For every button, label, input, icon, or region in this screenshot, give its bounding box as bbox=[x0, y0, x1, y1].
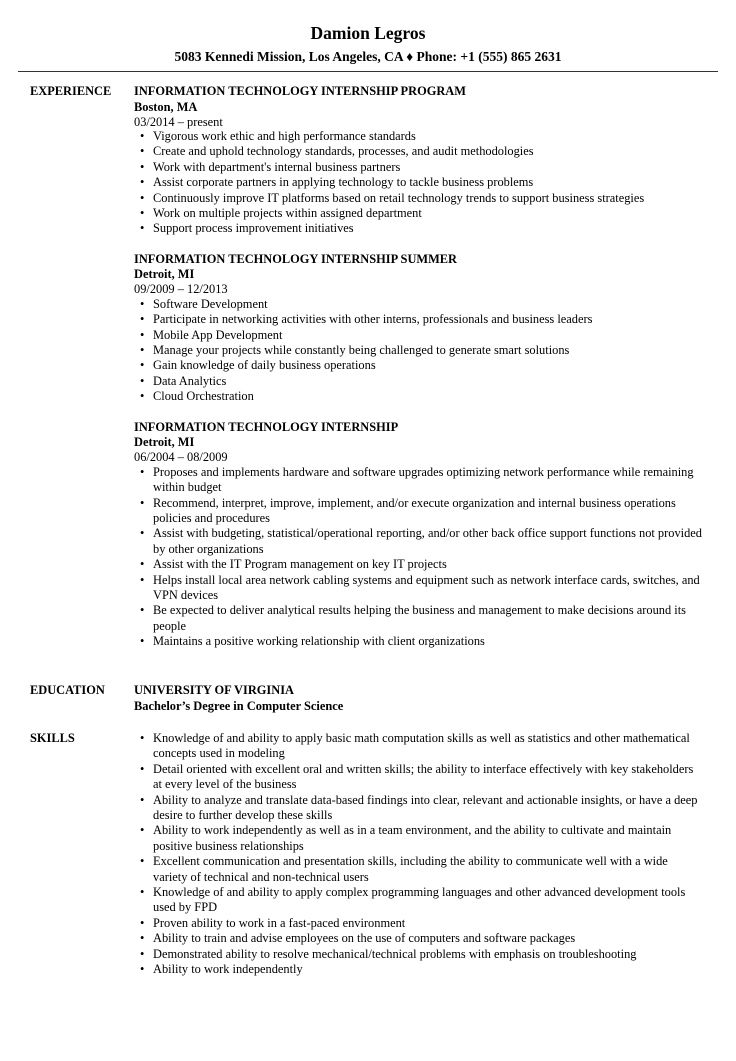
candidate-name: Damion Legros bbox=[310, 23, 426, 43]
job-dates: 03/2014 – present bbox=[134, 114, 223, 129]
experience-heading: EXPERIENCE bbox=[30, 84, 112, 98]
list-item: • Vigorous work ethic and high performance standards bbox=[134, 129, 704, 144]
job-entry bbox=[134, 252, 704, 405]
degree-name: Bachelor’s Degree in Computer Science bbox=[134, 698, 344, 713]
contact-line: 5083 Kennedi Mission, Los Angeles, CA ♦ Phone: +1 (555) 865 2631 bbox=[174, 49, 562, 64]
list-item: • Work with department's internal business partners bbox=[134, 160, 704, 175]
list-item: • Create and uphold technology standards, processes, and audit methodologies bbox=[134, 144, 704, 159]
skills-content bbox=[134, 731, 704, 978]
job-location: Boston, MA bbox=[134, 99, 198, 114]
job-bullets bbox=[134, 297, 704, 405]
job-entry bbox=[134, 84, 704, 237]
list-item: • Assist with the IT Program management on key IT projects bbox=[134, 557, 704, 572]
list-item: • Gain knowledge of daily business operations bbox=[134, 358, 704, 373]
list-item: • Excellent communication and presentation skills, including the ability to communicate well with a wide variety of technical and non-technical users bbox=[134, 854, 704, 885]
list-item: • Cloud Orchestration bbox=[134, 389, 704, 404]
list-item: • Ability to train and advise employees on the use of computers and software packages bbox=[134, 931, 704, 946]
list-item: • Mobile App Development bbox=[134, 328, 704, 343]
list-item: • Knowledge of and ability to apply basic math computation skills as well as statistics and other mathematical concepts used in modeling bbox=[134, 731, 704, 762]
job-title: INFORMATION TECHNOLOGY INTERNSHIP PROGRAM bbox=[134, 84, 466, 98]
education-heading: EDUCATION bbox=[30, 683, 105, 697]
skills-heading: SKILLS bbox=[30, 731, 75, 745]
list-item: • Software Development bbox=[134, 297, 704, 312]
list-item: • Detail oriented with excellent oral and written skills; the ability to interface effectively with key stakeholders at every level of the business bbox=[134, 762, 704, 793]
list-item: • Proposes and implements hardware and software upgrades optimizing network performance while remaining within budget bbox=[134, 465, 704, 496]
list-item: • Manage your projects while constantly being challenged to generate smart solutions bbox=[134, 343, 704, 358]
education-content bbox=[134, 683, 704, 714]
school-name: UNIVERSITY OF VIRGINIA bbox=[134, 683, 294, 697]
list-item: • Work on multiple projects within assigned department bbox=[134, 206, 704, 221]
list-item: • Continuously improve IT platforms based on retail technology trends to support business strategies bbox=[134, 191, 704, 206]
list-item: • Data Analytics bbox=[134, 374, 704, 389]
list-item: • Assist corporate partners in applying technology to tackle business problems bbox=[134, 175, 704, 190]
list-item: • Participate in networking activities with other interns, professionals and business leaders bbox=[134, 312, 704, 327]
job-dates: 06/2004 – 08/2009 bbox=[134, 450, 228, 465]
job-title: INFORMATION TECHNOLOGY INTERNSHIP SUMMER bbox=[134, 251, 457, 266]
list-item: • Recommend, interpret, improve, implement, and/or execute organization and internal business operations policies and procedures bbox=[134, 496, 704, 527]
list-item: • Ability to work independently bbox=[134, 962, 704, 977]
skills-list bbox=[134, 731, 704, 978]
job-bullets bbox=[134, 465, 704, 650]
job-location: Detroit, MI bbox=[134, 267, 195, 282]
list-item: • Maintains a positive working relationship with client organizations bbox=[134, 634, 704, 649]
experience-content bbox=[134, 84, 704, 665]
list-item: • Knowledge of and ability to apply complex programming languages and other advanced development tools used by FPD bbox=[134, 885, 704, 916]
list-item: • Ability to analyze and translate data-based findings into clear, relevant and actionable insights, or have a deep desire to further develop these skills bbox=[134, 793, 704, 824]
job-entry bbox=[134, 420, 704, 650]
list-item: • Be expected to deliver analytical results helping the business and management to make decisions around its people bbox=[134, 603, 704, 634]
header-divider bbox=[18, 71, 718, 72]
job-bullets bbox=[134, 129, 704, 237]
list-item: • Support process improvement initiatives bbox=[134, 221, 704, 236]
job-title: INFORMATION TECHNOLOGY INTERNSHIP bbox=[134, 419, 399, 434]
job-location: Detroit, MI bbox=[134, 435, 195, 450]
list-item: • Proven ability to work in a fast-paced environment bbox=[134, 916, 704, 931]
list-item: • Demonstrated ability to resolve mechanical/technical problems with emphasis on troubleshooting bbox=[134, 947, 704, 962]
list-item: • Ability to work independently as well as in a team environment, and the ability to cultivate and maintain positive business relationships bbox=[134, 823, 704, 854]
list-item: • Helps install local area network cabling systems and equipment such as network interface cards, switches, and VPN devices bbox=[134, 573, 704, 604]
job-dates: 09/2009 – 12/2013 bbox=[134, 282, 228, 297]
list-item: • Assist with budgeting, statistical/operational reporting, and/or other back office support functions not provided by other organizations bbox=[134, 526, 704, 557]
